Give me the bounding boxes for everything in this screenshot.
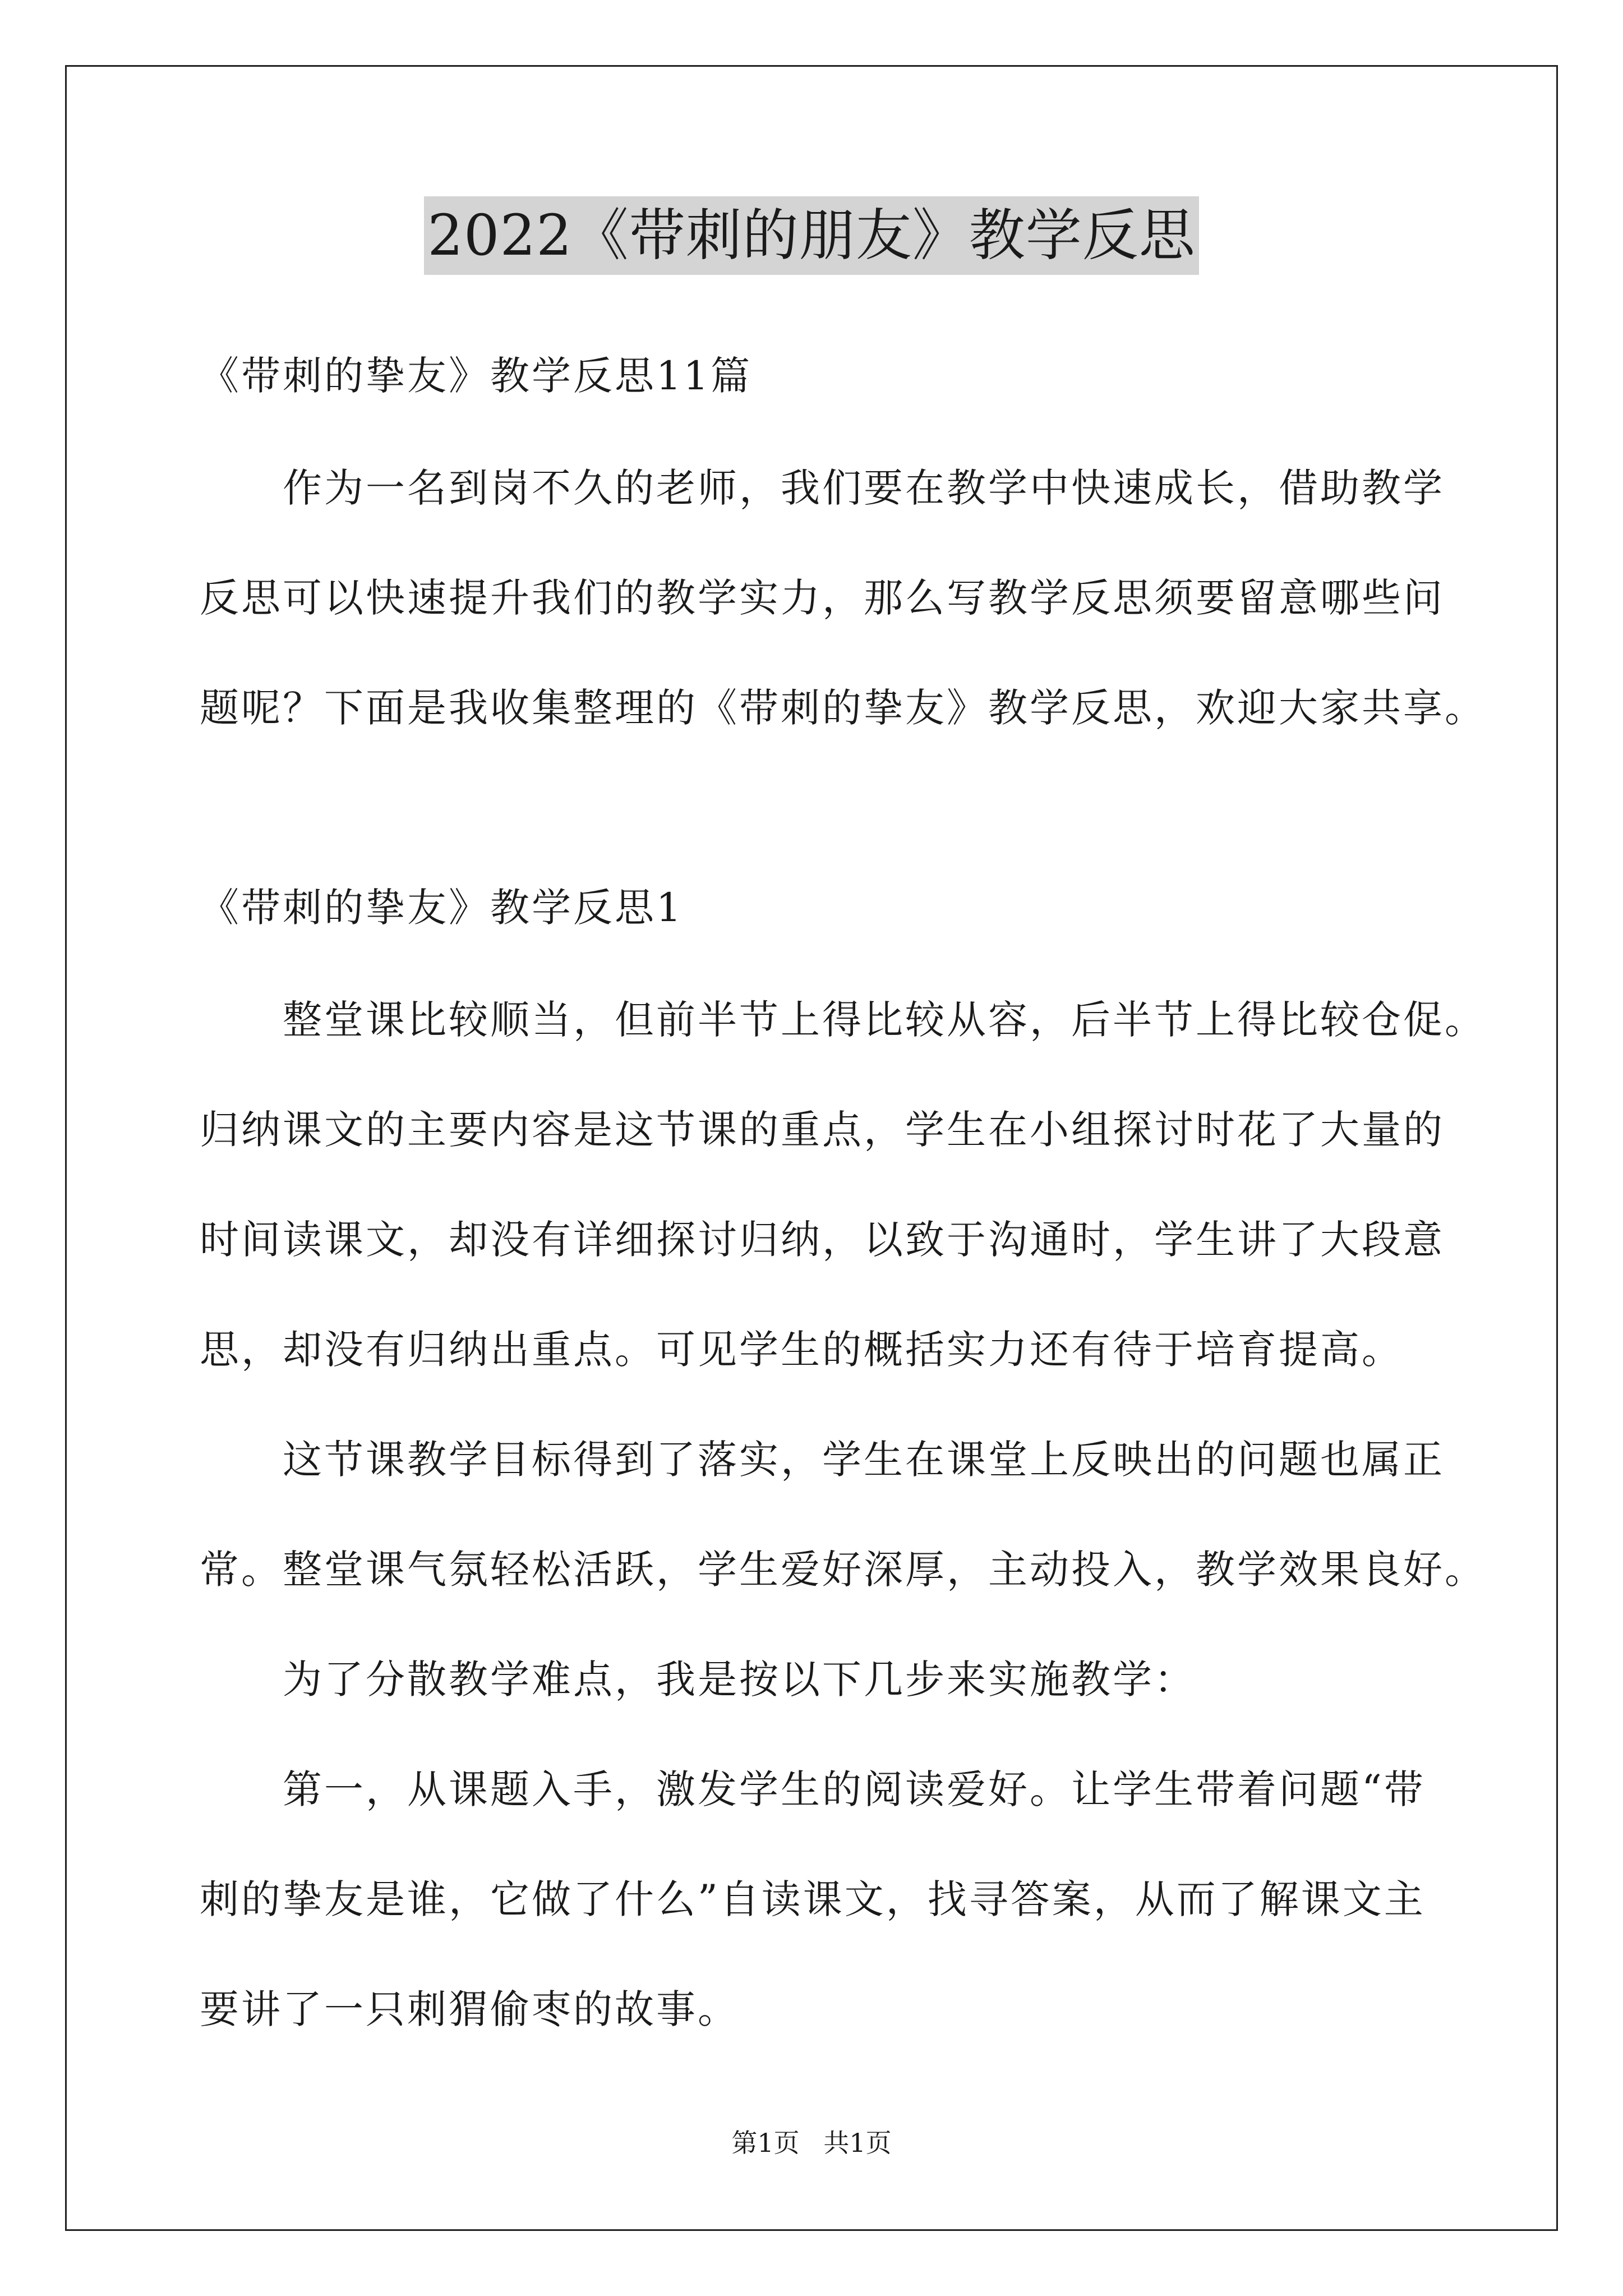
document-subtitle: 《带刺的挚友》教学反思11篇 — [200, 353, 753, 399]
body-line: 要讲了一只刺猬偷枣的故事。 — [200, 1986, 739, 2032]
body-line: 思，却没有归纳出重点。可见学生的概括实力还有待于培育提高。 — [200, 1327, 1403, 1373]
body-line: 刺的挚友是谁，它做了什么”自读课文，找寻答案，从而了解课文主 — [200, 1876, 1426, 1922]
body-line: 整堂课比较顺当，但前半节上得比较从容，后半节上得比较仓促。 — [283, 997, 1486, 1043]
intro-line: 作为一名到岗不久的老师，我们要在教学中快速成长，借助教学 — [283, 465, 1445, 511]
intro-line: 题呢？下面是我收集整理的《带刺的挚友》教学反思，欢迎大家共享。 — [200, 685, 1486, 731]
body-line: 归纳课文的主要内容是这节课的重点，学生在小组探讨时花了大量的 — [200, 1107, 1445, 1153]
page-number: 第1页 — [731, 2128, 800, 2158]
title-container — [0, 196, 1623, 275]
body-line: 这节课教学目标得到了落实，学生在课堂上反映出的问题也属正 — [283, 1437, 1445, 1483]
page-total: 共1页 — [823, 2128, 892, 2158]
document-title: 2022《带刺的朋友》教学反思 — [424, 196, 1199, 275]
body-line: 时间读课文，却没有详细探讨归纳，以致于沟通时，学生讲了大段意 — [200, 1217, 1445, 1263]
page-footer — [0, 2126, 1623, 2160]
body-line: 常。整堂课气氛轻松活跃，学生爱好深厚，主动投入，教学效果良好。 — [200, 1547, 1486, 1593]
intro-line: 反思可以快速提升我们的教学实力，那么写教学反思须要留意哪些问 — [200, 575, 1445, 621]
section-heading: 《带刺的挚友》教学反思1 — [200, 885, 684, 931]
body-line: 第一，从课题入手，激发学生的阅读爱好。让学生带着问题“带 — [283, 1766, 1426, 1812]
body-line: 为了分散教学难点，我是按以下几步来实施教学： — [283, 1657, 1196, 1703]
